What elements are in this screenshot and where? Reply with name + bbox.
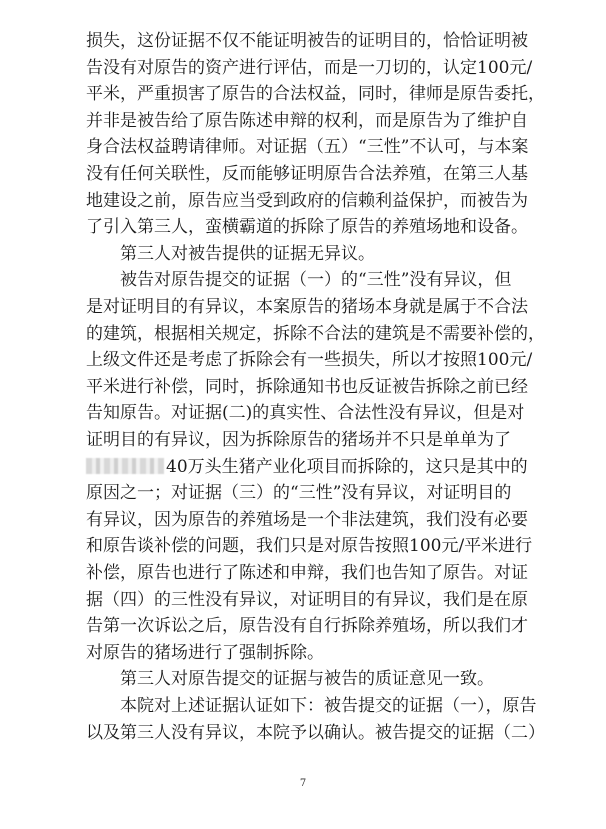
text-line: 被告对原告提交的证据（一）的“三性”没有异议，但 xyxy=(120,270,512,291)
text-line-tail: 40万头生猪产业化项目而拆除的，这只是其中的 xyxy=(166,456,528,477)
text-line: 损失，这份证据不仅不能证明被告的证明目的，恰恰证明被 xyxy=(86,31,528,51)
text-line: 有异议，因为原告的养殖场是一个非法建筑，我们没有必要 xyxy=(86,509,528,530)
text-line: 平米，严重损害了原告的合法权益，同时，律师是原告委托， xyxy=(86,84,545,105)
text-line: 据（四）的三性没有异议，对证明目的有异议，我们是在原 xyxy=(86,589,528,610)
text-line: 原因之一；对证据（三）的“三性”没有异议，对证明目的 xyxy=(86,483,512,504)
text-line: 告第一次诉讼之后，原告没有自行拆除养殖场，所以我们才 xyxy=(86,616,528,637)
text-line: 并非是被告给了原告陈述申辩的权利，而是原告为了维护自 xyxy=(86,110,528,131)
text-line: 是对证明目的有异议，本案原告的猪场本身就是属于不合法 xyxy=(86,297,528,317)
text-line: 告没有对原告的资产进行评估，而是一刀切的，认定100元/ xyxy=(86,57,533,78)
text-line: 身合法权益聘请律师。对证据（五）“三性”不认可，与本案 xyxy=(86,137,529,158)
text-line: 和原告谈补偿的问题，我们只是对原告按照100元/平米进行 xyxy=(86,536,533,557)
text-line: 对原告的猪场进行了强制拆除。 xyxy=(86,642,324,663)
text-line: 补偿，原告也进行了陈述和申辩，我们也告知了原告。对证 xyxy=(86,563,528,583)
text-line: 本院对上述证据认证如下：被告提交的证据（一），原告 xyxy=(120,696,537,716)
text-line: 的建筑，根据相关规定，拆除不合法的建筑是不需要补偿的， xyxy=(86,323,545,344)
text-line: 没有任何关联性，反而能够证明原告合法养殖，在第三人基 xyxy=(86,164,528,184)
text-line: 以及第三人没有异议，本院予以确认。被告提交的证据（二） xyxy=(86,722,545,743)
page-number: 7 xyxy=(299,778,307,789)
text-line: 地建设之前，原告应当受到政府的信赖利益保护，而被告为 xyxy=(86,190,528,211)
text-line: 证明目的有异议，因为拆除原告的猪场并不只是单单为了 xyxy=(86,430,511,450)
text-line: 了引入第三人，蛮横霸道的拆除了原告的养殖场地和设备。 xyxy=(86,217,528,238)
text-line: 第三人对原告提交的证据与被告的质证意见一致。 xyxy=(120,669,494,690)
text-line: 平米进行补偿，同时，拆除通知书也反证被告拆除之前已经 xyxy=(86,376,528,397)
text-line: 上级文件还是考虑了拆除会有一些损失，所以才按照100元/ xyxy=(86,350,533,371)
text-line: 第三人对被告提供的证据无异议。 xyxy=(120,243,375,264)
text-line: 告知原告。对证据(二)的真实性、合法性没有异议，但是对 xyxy=(86,403,525,424)
redaction-mark xyxy=(86,458,164,474)
text-line-redacted xyxy=(86,454,528,480)
